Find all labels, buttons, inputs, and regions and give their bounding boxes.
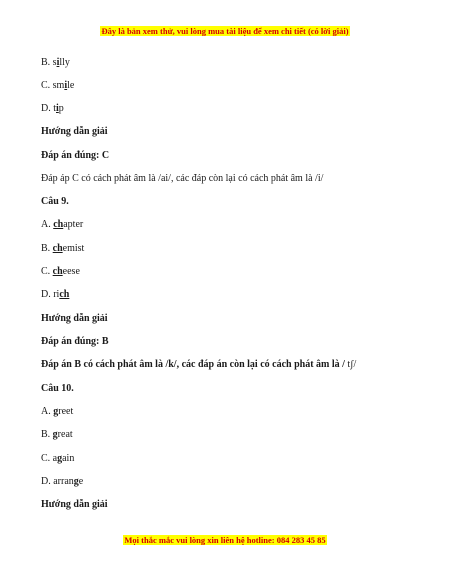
hotline-banner [0, 535, 450, 545]
underlined-letter: i [56, 57, 60, 68]
q9-explanation: Đáp án B có cách phát âm là /k/, các đáp án còn lại có cách phát âm là / tʃ/ [41, 359, 357, 370]
underlined-letter: i [64, 80, 68, 91]
q8-guide-heading: Hướng dẫn giải [41, 126, 108, 137]
q8-answer: Đáp án đúng: C [41, 150, 110, 161]
q10-option-c: C. again [41, 453, 75, 464]
q8-explanation: Đáp áp C có cách phát âm là /ai/, các đáp còn lại có cách phát âm là /i/ [41, 173, 324, 184]
underlined-letter: g [53, 406, 59, 417]
preview-notice-text: Đây là bản xem thử, vui lòng mua tài liệu để xem chi tiết (có lời giải) [101, 26, 349, 36]
q9-title: Câu 9. [41, 196, 69, 207]
q10-option-b: B. great [41, 429, 73, 440]
q9-option-d: D. rich [41, 289, 70, 300]
q10-option-a: A. greet [41, 406, 74, 417]
q10-title: Câu 10. [41, 383, 74, 394]
underlined-letters: ch [52, 266, 63, 277]
underlined-letter: g [73, 476, 79, 487]
q9-option-c: C. cheese [41, 266, 80, 277]
q10-guide-heading: Hướng dẫn giải [41, 499, 108, 510]
underlined-letters: ch [53, 219, 64, 230]
q8-option-d: D. tip [41, 103, 64, 114]
q9-answer: Đáp án đúng: B [41, 336, 109, 347]
q9-option-a: A. chapter [41, 219, 84, 230]
q9-guide-heading: Hướng dẫn giải [41, 313, 108, 324]
underlined-letter: i [56, 103, 59, 114]
underlined-letter: g [52, 429, 58, 440]
underlined-letters: ch [52, 243, 63, 254]
q8-option-b: B. silly [41, 57, 70, 68]
q8-option-c: C. smile [41, 80, 75, 91]
hotline-text: Mọi thắc mắc vui lòng xin liên hệ hotline: 084 283 45 85 [124, 535, 326, 545]
q10-option-d: D. arrange [41, 476, 84, 487]
preview-notice-banner [0, 26, 450, 36]
underlined-letters: ch [59, 289, 70, 300]
underlined-letter: g [57, 453, 63, 464]
q9-option-b: B. chemist [41, 243, 85, 254]
